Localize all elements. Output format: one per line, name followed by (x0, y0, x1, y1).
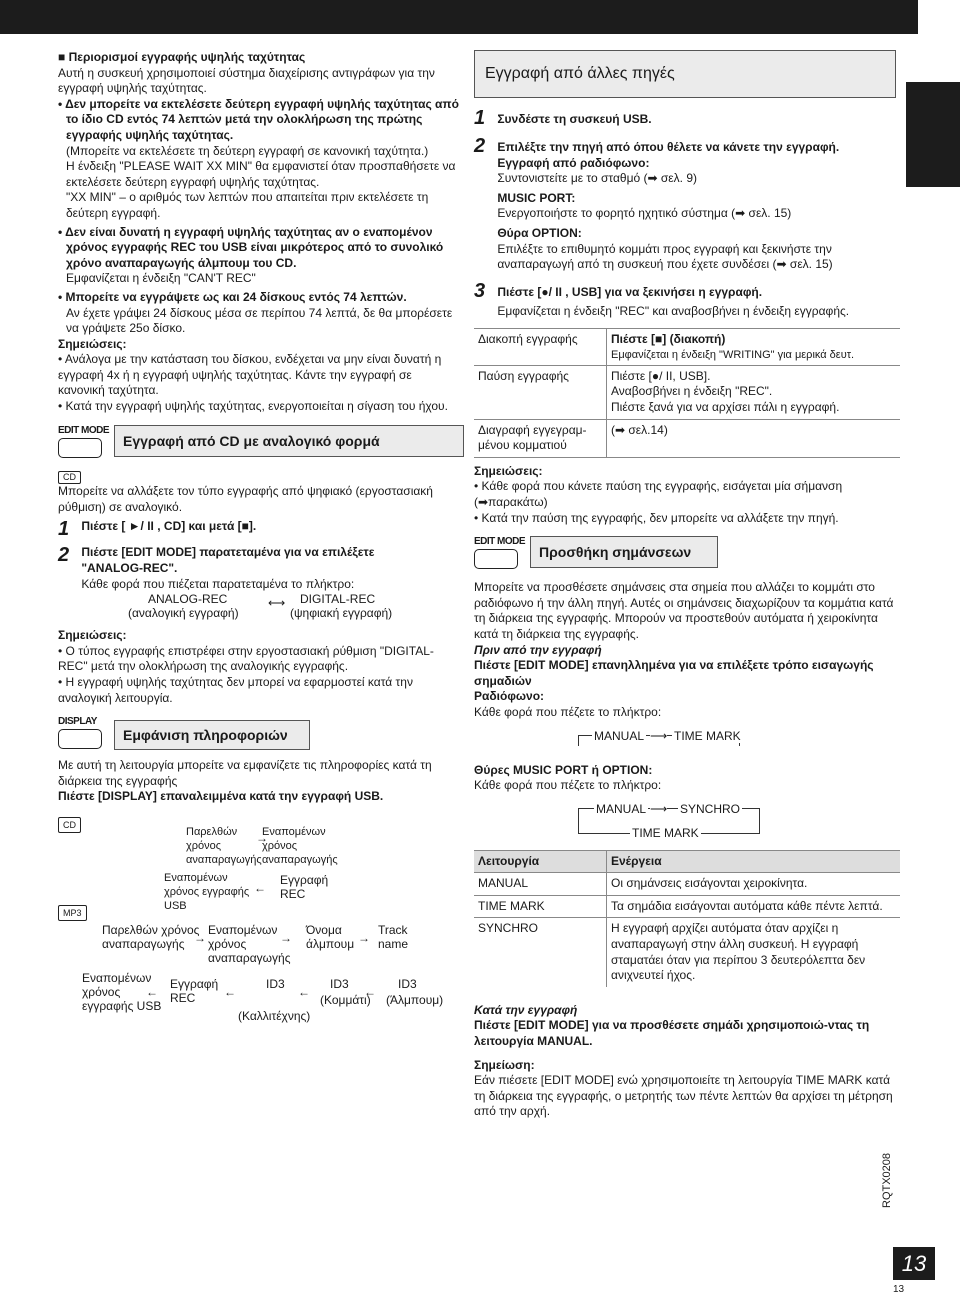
mp3-display-tag: MP3 (58, 905, 87, 921)
other-sources-title: Εγγραφή από άλλες πηγές (474, 50, 896, 98)
bidirectional-arrow-icon: ⟷ (268, 596, 286, 611)
limit-2-p: Εμφανίζεται η ένδειξη "CAN'T REC" (66, 271, 256, 286)
during-recording: Κατά την εγγραφή (474, 1002, 578, 1017)
analog-step-2: 2 Πιέστε [EDIT MODE] παρατεταμένα για να επιλέξετε "ANALOG-REC". Κάθε φορά που πιέζεται παρατεταμένα το πλήκτρο: (58, 544, 375, 591)
arrow-left-icon: ← (298, 984, 310, 999)
table-row: Διαγραφή εγγεγραμ-μένου κομματιού (➡ σελ.14) (474, 419, 900, 457)
before-recording: Πριν από την εγγραφή (474, 642, 602, 657)
port-mode-diagram: MANUAL ⟶ SYNCHRO TIME MARK (474, 794, 900, 844)
rec-step-1: 1 Συνδέστε τη συσκευή USB. (474, 107, 652, 129)
analog-step-1: 1 Πιέστε [ ►/ II , CD] και μετά [■]. (58, 518, 257, 541)
limit-bullet-3: • Μπορείτε να εγγράψετε ως και 24 δίσκους εντός 74 λεπτών. (58, 289, 407, 304)
limit-1-p2: Η ένδειξη "PLEASE WAIT XX MIN" θα εμφανιστεί όταν προσπαθήσετε να εκτελέσετε δεύτερη εγγραφή υψηλής ταχύτητας. (66, 159, 456, 189)
limit-bullet-1: • Δεν μπορείτε να εκτελέσετε δεύτερη εγγραφή υψηλής ταχύτητας από το ίδιο CD εντός 74 λεπτών μετά την ολοκλήρωση της πρώτης εγγραφής υψηλής ταχύτητας. (58, 96, 459, 142)
top-banner (0, 0, 918, 34)
marks-section-title: Προσθήκη σημάνσεων (530, 536, 718, 568)
right-notes-title: Σημειώσεις: (474, 463, 543, 478)
arrow-left-icon: ← (146, 984, 158, 999)
note-text: Εάν πιέσετε [EDIT MODE] ενώ χρησιμοποιείτε τη λειτουργία TIME MARK κατά τη διάρκεια της εγγραφής, ο μετρητής των πέντε λεπτών θα αρχίσει τη μέτρηση από την αρχή. (474, 1073, 893, 1119)
edit-mode-key-icon: EDIT MODE (474, 536, 525, 569)
limits-intro: Αυτή η συσκευή χρησιμοποιεί σύστημα διαχείρισης αντιγράφων για την εγγραφή υψηλής ταχύτητας. (58, 65, 435, 96)
limit-1-p3: "XX MIN" – ο αριθμός των λεπτών που απαιτείται πριν εκτελέσετε τη δεύτερη εγγραφή. (66, 190, 429, 220)
radio-label: Ραδιόφωνο: (474, 689, 545, 704)
arrow-right-icon: → (280, 930, 292, 945)
right-note-2: • Κατά την παύση της εγγραφής, δεν μπορείτε να αλλάξετε την πηγή. (474, 510, 839, 525)
page-number-small: 13 (893, 1284, 905, 1295)
each-press-1: Κάθε φορά που πέζετε το πλήκτρο: (474, 704, 662, 719)
cd-tag: CD (58, 471, 81, 484)
left-column (58, 50, 460, 1067)
note-2: • Κατά την εγγραφή υψηλής ταχύτητας, ενεργοποιείται η σίγαση του ήχου. (58, 399, 448, 414)
table-row: SYNCHRO Η εγγραφή αρχίζει αυτόματα όταν αρχίζει η αναπαραγωγή στην άλλη συσκευή. Η εγγραφή σταματάει όταν για περίπου 3 δευτερόλεπτα δεν ανιχνευτεί ήχος. (474, 918, 900, 987)
ports-label: Θύρες MUSIC PORT ή OPTION: (474, 762, 653, 777)
table-row: Παύση εγγραφής Πιέστε [●/ II, USB]. Αναβοσβήνει η ένδειξη "REC". Πιέστε ξανά για να αρχίσει πάλι η εγγραφή. (474, 365, 900, 419)
marks-intro: Μπορείτε να προσθέσετε σημάνσεις στα σημεία που αλλάζει το κομμάτι στο ραδιόφωνο ή την άλλη πηγή. Αυτές οι σημάνσεις διαχωρίζουν τα κομμάτια κατά τη διάρκεια της εγγραφής. Μπορούν να προστεθούν αυτόματα ή χειροκίνητα κατά τη διάρκεια της εγγραφής. (474, 580, 894, 641)
limit-3-p: Αν έχετε γράψει 24 δίσκους μέσα σε περίπου 74 λεπτά, δε θα μπορέσετε να γράψετε 25ο δίσκο. (66, 305, 453, 336)
during-text: Πιέστε [EDIT MODE] για να προσθέσετε σημάδι χρησιμοποιώ-ντας τη λειτουργία MANUAL. (474, 1018, 870, 1049)
note-1: • Ανάλογα με την κατάσταση του δίσκου, ενδέχεται να μην είναι δυνατή η εγγραφή 4x ή η εγγραφή υψηλής ταχύτητας. Κάντε την εγγραφή σε κανονική ταχύτητα. (58, 352, 442, 398)
each-press-2: Κάθε φορά που πέζετε το πλήκτρο: (474, 778, 662, 793)
document-code: RQTX0208 (881, 1152, 893, 1208)
controls-table (474, 328, 900, 458)
arrow-left-icon: ← (364, 984, 376, 999)
right-note-1: • Κάθε φορά που κάνετε παύση της εγγραφής, εισάγεται μία σήμανση (➡παρακάτω) (474, 479, 843, 509)
table-row: Διακοπή εγγραφής Πιέστε [■] (διακοπή) Εμφανίζεται η ένδειξη "WRITING" για μερικά δευτ. (474, 328, 900, 365)
info-press: Πιέστε [DISPLAY] επαναλειμμένα κατά την εγγραφή USB. (58, 789, 384, 804)
radio-mode-diagram: MANUAL ⟶ TIME MARK (474, 721, 900, 759)
limit-1-p1: (Μπορείτε να εκτελέσετε τη δεύτερη εγγραφή σε κανονική ταχύτητα.) (66, 143, 429, 158)
info-intro: Με αυτή τη λειτουργία μπορείτε να εμφανίζετε τις πληροφορίες κατά τη διάρκεια της εγγραφής (58, 758, 432, 788)
edit-mode-key-icon: EDIT MODE (58, 425, 109, 458)
arrow-left-icon: ← (224, 984, 236, 999)
arrow-right-icon: → (194, 930, 206, 945)
note-title: Σημείωση: (474, 1057, 535, 1072)
page-number: 13 (893, 1247, 935, 1280)
limit-bullet-2: • Δεν είναι δυνατή η εγγραφή υψηλής ταχύτητας αν ο εναπομένον χρόνος εγγραφής REC του USB είναι μικρότερος από το συνολικό χρόνο αναπαραγωγής άλμπουμ του CD. (58, 224, 444, 270)
display-diagram: CD Παρελθών χρόνος αναπαραγωγής → Εναπομένων χρόνος αναπαραγωγής Εναπομένων χρόνος εγγραφής USB ← Εγγραφή REC MP3 Παρελθών χρόνος αναπαραγωγής → Εναπομένων χρόνος αναπαραγωγής → Όνομα άλμπουμ → Track name Εναπομένων χρόνος εγγραφής USB ← Εγγραφή REC ← ID3 (Καλλιτέχνης) ← ID3 (Κομμάτι) ← ID3 (Άλμπουμ) (58, 817, 460, 1067)
rec-step-3: 3 Πιέστε [●/ II , USB] για να ξεκινήσει η εγγραφή. Εμφανίζεται η ένδειξη "REC" και αναβοσβήνει η ένδειξη εγγραφής. (474, 279, 850, 319)
note-4: • Η εγγραφή υψηλής ταχύτητας δεν μπορεί να εφαρμοστεί κατά την αναλογική λειτουργία. (58, 675, 413, 705)
arrow-right-icon: ⟶ (650, 728, 668, 743)
display-key-icon: DISPLAY (58, 716, 102, 749)
cd-display-tag: CD (58, 817, 81, 833)
notes2-title: Σημειώσεις: (58, 628, 127, 643)
language-tab (906, 82, 960, 187)
arrow-right-icon: ⟶ (650, 801, 668, 816)
table-row: TIME MARK Τα σημάδια εισάγονται αυτόματα κάθε πέντε λεπτά. (474, 895, 900, 918)
note-3: • Ο τύπος εγγραφής επιστρέφει στην εργοστασιακή ρύθμιση "DIGITAL-REC" μετά την ολοκλήρωση της αναλογικής εγγραφής. (58, 643, 434, 674)
press-edit-mode: Πιέστε [EDIT MODE] επανηλλημένα για να επιλέξετε τρόπο εισαγωγής σημαδιών (474, 658, 874, 688)
table-row: MANUAL Οι σημάνσεις εισάγονται χειροκίνητα. (474, 873, 900, 896)
notes-title: Σημειώσεις: (58, 336, 127, 351)
marks-header (474, 536, 900, 576)
arrow-left-icon: ← (254, 880, 266, 895)
arrow-right-icon: → (256, 830, 268, 845)
analog-section-title: Εγγραφή από CD με αναλογικό φορμά (114, 425, 464, 457)
modes-table (474, 850, 900, 987)
limits-title: ■ Περιορισμοί εγγραφής υψηλής ταχύτητας (58, 50, 306, 64)
analog-intro: Μπορείτε να αλλάξετε τον τύπο εγγραφής από ψηφιακό (εργοστασιακή ρύθμιση) σε αναλογικό. (58, 484, 433, 514)
right-column (474, 50, 900, 1120)
table-header: Λειτουργία Ενέργεια (474, 850, 900, 873)
analog-header (58, 425, 460, 463)
rec-step-2: 2 Επιλέξτε την πηγή από όπου θέλετε να κάνετε την εγγραφή. Εγγραφή από ραδιόφωνο: Συντονιστείτε με το σταθμό (➡ σελ. 9) MUSIC PORT: Ενεργοποιήστε το φορητό ηχητικό σύστημα (➡ σελ. 15) Θύρα OPTION: Επιλέξτε το επιθυμητό κομμάτι προς εγγραφή και ξεκινήστε την αναπαραγωγή από τη συσκευή που έχετε συνδέσει (➡ σελ. 15) (474, 135, 840, 272)
info-section-title: Εμφάνιση πληροφοριών (114, 720, 310, 750)
info-header (58, 716, 460, 752)
arrow-right-icon: → (358, 930, 370, 945)
analog-toggle-diagram: ANALOG-REC (αναλογική εγγραφή) ⟷ DIGITAL-REC (ψηφιακή εγγραφή) (128, 592, 393, 621)
